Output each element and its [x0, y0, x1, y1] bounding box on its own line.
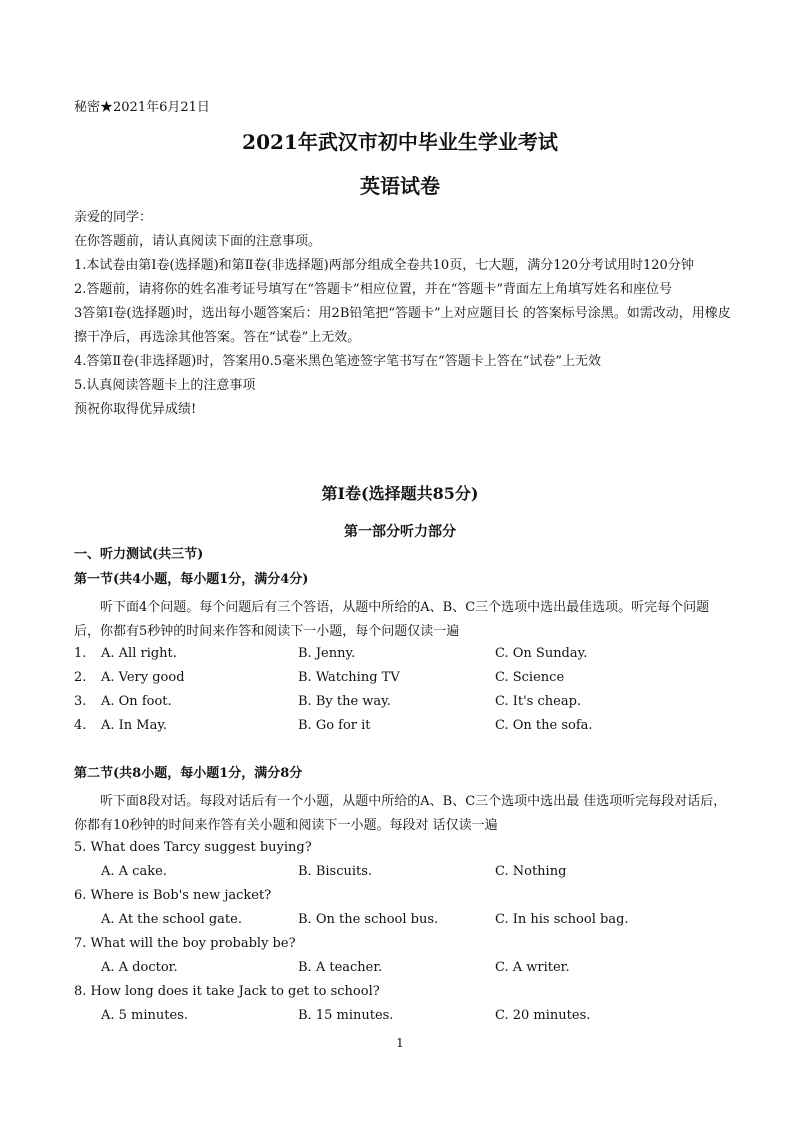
option-a: A. All right.	[101, 646, 177, 661]
question-options	[74, 864, 734, 886]
option-c: C. Science	[495, 670, 565, 685]
section1-heading: 第一节(共4小题，每小题1分，满分4分)	[74, 572, 309, 587]
notice-item-5: 5.认真阅读答题卡上的注意事项	[74, 378, 256, 393]
option-c: C. 20 minutes.	[495, 1008, 591, 1023]
section1-instruction: 听下面4个问题。每个问题后有三个答语，从题中所给的A、B、C三个选项中选出最佳选项。听完每个问题后，你都有5秒钟的时间来作答和阅读下一小题，每个问题仅读一遍	[74, 600, 710, 639]
option-b: B. Biscuits.	[298, 864, 373, 879]
notice-greeting: 亲爱的同学：	[74, 210, 153, 225]
exam-title: 2021年武汉市初中毕业生学业考试	[242, 130, 558, 154]
option-c: C. On the sofa.	[495, 718, 593, 733]
question-row	[74, 718, 734, 740]
section2-instruction: 听下面8段对话。每段对话后有一个小题，从题中所给的A、B、C三个选项中选出最 佳选项听完每段对话后，你都有10秒钟的时间来作答有关小题和阅读下一小题。每段对 话仅读一遍	[74, 794, 727, 833]
section2-heading: 第二节(共8小题，每小题1分，满分8分	[74, 766, 303, 781]
option-a: A. A cake.	[101, 864, 167, 879]
listening-heading: 一、听力测试(共三节)	[74, 547, 204, 562]
question-number: 4.	[74, 718, 87, 733]
option-a: A. In May.	[101, 718, 168, 733]
part1-title: 第Ⅰ卷(选择题共85分)	[321, 484, 479, 503]
question-number: 1.	[74, 646, 87, 661]
option-a: A. 5 minutes.	[101, 1008, 189, 1023]
question-row	[74, 670, 734, 692]
page-number: 1	[396, 1036, 404, 1050]
option-b: B. On the school bus.	[298, 912, 439, 927]
option-c: C. A writer.	[495, 960, 570, 975]
option-a: A. On foot.	[101, 694, 172, 709]
option-a: A. Very good	[101, 670, 185, 685]
question-number: 3.	[74, 694, 87, 709]
question-row	[74, 646, 734, 668]
notice-item-3: 3答第Ⅰ卷(选择题)时，选出每小题答案后：用2B铅笔把“答题卡”上对应题目长 的答案标号涂黑。如需改动，用橡皮擦干净后，再选涂其他答案。答在“试卷”上无效。	[74, 306, 731, 345]
option-c: C. On Sunday.	[495, 646, 588, 661]
option-b: B. A teacher.	[298, 960, 383, 975]
question-row	[74, 694, 734, 716]
option-c: C. It's cheap.	[495, 694, 582, 709]
notice-item-2: 2.答题前，请将你的姓名准考证号填写在“答题卡”相应位置，并在“答题卡”背面左上角填写姓名和座位号	[74, 282, 672, 297]
question-number: 2.	[74, 670, 87, 685]
option-b: B. Watching TV	[298, 670, 400, 685]
notice-item-1: 1.本试卷由第Ⅰ卷(选择题)和第Ⅱ卷(非选择题)两部分组成全卷共10页，七大题，满分120分考试用时120分钟	[74, 258, 694, 273]
confidential-date: 秘密★2021年6月21日	[74, 100, 210, 115]
exam-subtitle: 英语试卷	[360, 174, 440, 198]
option-b: B. Go for it	[298, 718, 371, 733]
notice-intro: 在你答题前，请认真阅读下面的注意事项。	[74, 234, 322, 249]
notice-block	[74, 206, 734, 422]
notice-item-4: 4.答第Ⅱ卷(非选择题)时，答案用0.5毫米黑色笔迹签字笔书写在“答题卡上答在“试卷”上无效	[74, 354, 601, 369]
question-options	[74, 1008, 734, 1030]
question-text: 6. Where is Bob's new jacket?	[74, 888, 272, 903]
option-b: B. By the way.	[298, 694, 391, 709]
question-options	[74, 960, 734, 982]
option-c: C. Nothing	[495, 864, 567, 879]
question-options	[74, 912, 734, 934]
option-b: B. Jenny.	[298, 646, 356, 661]
part1-subtitle: 第一部分听力部分	[344, 524, 456, 540]
question-text: 7. What will the boy probably be?	[74, 936, 296, 951]
notice-wish: 预祝你取得优异成绩!	[74, 402, 197, 417]
option-c: C. In his school bag.	[495, 912, 629, 927]
question-text: 5. What does Tarcy suggest buying?	[74, 840, 312, 855]
option-b: B. 15 minutes.	[298, 1008, 394, 1023]
option-a: A. At the school gate.	[101, 912, 242, 927]
question-text: 8. How long does it take Jack to get to school?	[74, 984, 380, 999]
option-a: A. A doctor.	[101, 960, 178, 975]
